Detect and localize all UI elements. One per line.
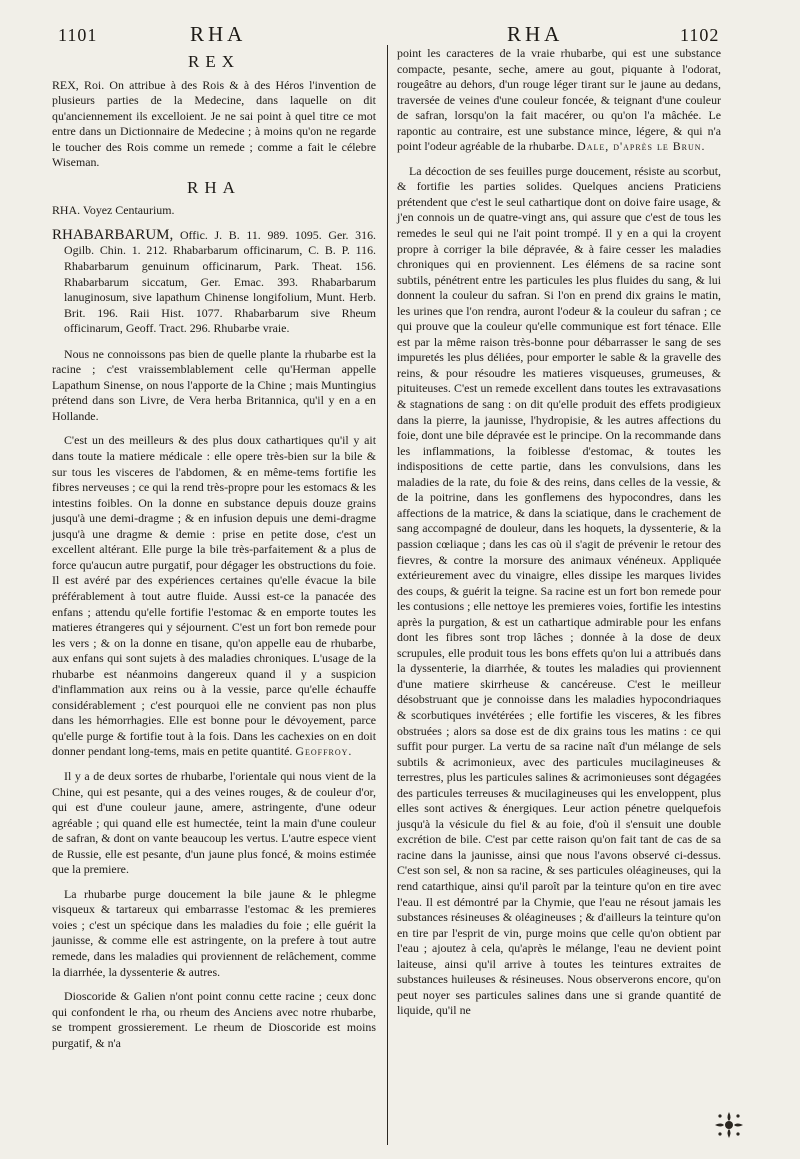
right-running-head: RHA	[507, 22, 564, 46]
paragraph-purges-bile: La rhubarbe purge doucement la bile jaune & le phlegme visqueux & tartareux qui embarrasse l'estomac & les premieres voies ; c'est un spécique dans les maladies du foie ; elle guérit la jaunisse, & comme elle est astringente, on la prefere à tout autre remede, dans les maladies qui proviennent de relâchement, comme la diarrhée, la dyssenterie & autres.	[52, 886, 376, 979]
left-running-head: RHA	[190, 22, 247, 46]
column-divider	[387, 45, 388, 1145]
paragraph-cathartic-text: C'est un des meilleurs & des plus doux cathartiques qu'il y ait dans toute la matiere médicale : elle opere très-bien sur la bile & sur tous les visceres de l'abdomen, & en même-tems fortifie les fibres nerveuses ; ce qui la rend très-propre pour les estomacs & les intestins foibles. On la donne en substance depuis douze grains jusqu'à une demi-dragme ; & en infusion depuis une demi-dragme jusqu'à une dragme & demie : prise en petite dose, c'est un excellent altérant. Elle purge la bile très-parfaitement & a plus de force qu'aucun autre purgatif, pour dégager les obstructions du foie. Il est avéré par des expériences certaines qu'elle évacue la bile préférablement à tout autre fluide. Aussi est-ce la panacée des enfans ; attendu qu'elle fortifie l'estomac & en emporte toutes les matieres étrangeres qui y séjournent. C'est un fort bon remede pour les vers ; & on la donne en tisane, qu'on appelle eau de rhubarbe, aux enfans qui sont sujets à des maladies chroniques. L'usage de la rhubarbe est néanmoins dangereux quand il y a suspicion d'inflammation aux reins ou à la vessie, parce qu'elle échauffe considérablement ; c'est pourquoi elle ne convient pas non plus dans les hémorrhagies. Elle est bonne pour le dévoyement, parce qu'elle purge & fortifie tout à la fois. Dans les cachexies on en doit donner pendant long-tems, mais en petite quantité.	[52, 433, 376, 759]
entry-rhabarbarum-refs	[52, 228, 376, 337]
headword-rhabarbarum: RHABARBARUM,	[52, 226, 174, 243]
paragraph-dioscoride: Dioscoride & Galien n'ont point connu cette racine ; ceux donc qui confondent le rha, ou rheum des Anciens avec notre rhubarbe, se trompent grossierement. Le rheum de Dioscoride est moins purgatif, & n'a	[52, 989, 376, 1050]
right-column	[397, 46, 721, 1028]
paragraph-characters	[397, 46, 721, 155]
right-page-number: 1102	[680, 25, 720, 45]
paragraph-origin: Nous ne connoissons pas bien de quelle plante la rhubarbe est la racine ; c'est vraissemblablement celle qu'Herman appelle Lapathum Sinense, on nous l'apporte de la Chine ; mais Muntingius prétend dans son Livre, de Vera herba Britannica, qu'il y en a en Hollande.	[52, 346, 376, 423]
paragraph-cathartic	[52, 433, 376, 759]
signature-dale: Dale, d'après le Brun.	[577, 139, 706, 154]
paragraph-decoction: La décoction de ses feuilles purge doucement, résiste au scorbut, & fortifie les parties solides. Quelques anciens Praticiens prétendent que c'est le seul cathartique dont on doive faire usage, & j'en connois un de quatre-vingt ans, qui assure que c'est de tous les remedes le seul qui ne l'ait point trompé. Il y en a qui la croyent propre à corriger la bile dépravée, & à faire cesser les maladies chroniques qui en proviennent. Les élémens de sa racine sont subtils, pénétrent entre les particules les plus fluides du sang, & lui donnent la couleur du safran. Si l'on en prend dix grains le matin, les urines que l'on rendra, auront l'odeur & la couleur du safran ; ce qui prouve que la couleur qu'elle communique est fort ténace. Elle est par la même raison très-bonne pour débarrasser le sang de ses impuretés les plus déliées, pour emporter le sable & la gravelle des reins, & pour résoudre les matieres visqueuses, grumeuses, & pituiteuses. C'est un remede excellent dans toutes les extravasations & stagnations de sang : on dit qu'elle produit des effets prodigieux dans la pierre, la jaunisse, l'hydropisie, & les autres affections du foie, dont une bile dépravée est le principe. On la recommande dans les inflammations, la foiblesse d'estomac, & toutes les indispositions de cette partie, dans les convulsions, dans les maladies de la rate, du foie & des reins, dans celles de la vessie, & de la poitrine, dans les gonflemens des hypocondres, dans les affections de la matrice, & dans la sciatique, dans le crachement de sang accompagné de douleur, dans les hoquets, la dyssenterie, & la passion cœliaque ; dans les cas où il s'agit de prévenir le retour des fievres, & contre la morsure des animaux vénéneux. Appliquée extérieurement avec du vinaigre, elles dissipe les marques livides des coups, & guérit la teigne. Sa racine est un fort bon remede pour les contusions ; elle nettoye les premieres voies, fortifie les intestins après la purgation, & est un cathartique admirable pour les enfans dont les fibres sont trop lâches ; donnée à la dose de deux scrupules, elle produit tous les bons effets qu'on lui a attribués dans la dyssenterie, la diarrhée, & toutes les maladies qui proviennent d'une matiere skirrheuse & cancéreuse. C'est le meilleur désobstruant que je connoisse dans les maladies hypocondriaques & scorbutiques invétérées ; elle fortifie les visceres, & les fibres obstruées ; alors sa dose est de dix grains tous les matins : ce qui suffit pour purger. La vertu de sa racine naît d'un mélange de sels subtils & acrimonieux, avec des particules mucilagineuses & terrestres, plus les particules salines & acrimonieuses sont dégagées des particules terreuses & mucilagineuses qui les enveloppent, plus elles sont actives & énergiques. Leur action pénetre quelquefois jusqu'à la vésicule du fiel & au foie, d'où il s'ensuit une double excrétion de bile. C'est par cette raison qu'on fait tant de cas de sa racine dans la jaunisse, ainsi que nous l'avons observé ci-dessus. C'est son sel, & non sa racine, & ses particules oléagineuses, qui la rend catarthique, ainsi qu'il paroît par la teinture qu'on en tire avec l'eau. Il est démontré par la Chymie, que l'eau ne résout jamais les substances résineuses & oléagineuses ; & d'ailleurs la teinture qu'on en tire par l'esprit de vin, purge moins que celle qu'on obtient par l'eau ; ajoutez à cela, qu'après le mélange, l'eau ne devient point laiteuse, ainsi qu'il arrive à toutes les teintures extraites de substances huileuses & résineuses. Nous observerons encore, qu'on peut noyer ses particules salines dans une si grande quantité de liquide, qu'il ne	[397, 163, 721, 1018]
section-heading-rha: RHA	[187, 177, 241, 197]
left-page-number: 1101	[58, 25, 98, 45]
entry-rex	[52, 78, 376, 171]
signature-geoffroy: Geoffroy.	[295, 744, 353, 759]
rhabarbarum-references: Offic. J. B. 11. 989. 1095. Ger. 316. Ogilb. Chin. 1. 212. Rhabarbarum officinarum, C. B. P. 116. Rhabarbarum genuinum officinarum, Park. Theat. 156. Rhabarbarum siccatum, Ger. Emac. 393. Rhabarbarum lanuginosum, sive lapathum Chinense longifolium, Munt. Herb. Brit. 196. Raii Hist. 1077. Rhabarbarum sive Rheum officinarum, Geoff. Tract. 296. Rhubarbe vraie.	[64, 227, 376, 336]
paragraph-characters-text: point les caracteres de la vraie rhubarbe, qui est une substance compacte, pesante, seche, amere au gout, piquante à l'odorat, rougeâtre au dehors, d'un rouge léger tirant sur le jaune au dedans, traversée de veines d'une couleur foncée, & teignant d'une couleur de safran, lorsqu'on la fait macérer, ou qu'on l'a mâchée. Le rapontic au contraire, est une substance mince, légere, & qui n'a point l'odeur agréable de la rhubarbe.	[397, 46, 721, 154]
section-heading-rex: REX	[188, 52, 240, 71]
paragraph-two-sorts: Il y a de deux sortes de rhubarbe, l'orientale qui nous vient de la Chine, qui est pesante, qui a des veines rouges, & de couleur d'or, qui est d'une couleur jaune, amere, astringente, d'une odeur agréable ; qui quand elle est humectée, teint la main d'une couleur de safran, & dont on vante beaucoup les vertus. L'autre espece vient de Russie, elle est pesante, d'un jaune plus foncé, & moins estimée que la premiere.	[52, 768, 376, 877]
fleuron-ornament-icon	[712, 1110, 746, 1140]
headword-rex: REX,	[52, 77, 79, 92]
entry-rha: RHA. Voyez Centaurium.	[52, 203, 175, 218]
left-column	[52, 50, 376, 1060]
entry-rex-body: Roi. On attribue à des Rois & à des Héros l'invention de plusieurs parties de la Medecine, dans laquelle on dit qu'anciennement ils excelloient. Je ne sai point à quel titre ce mot entre dans un Dictionnaire de Medecine ; à moins qu'on ne regarde le toucher des Rois comme un remede ; comme a fait le célebre Wiseman.	[52, 77, 376, 170]
